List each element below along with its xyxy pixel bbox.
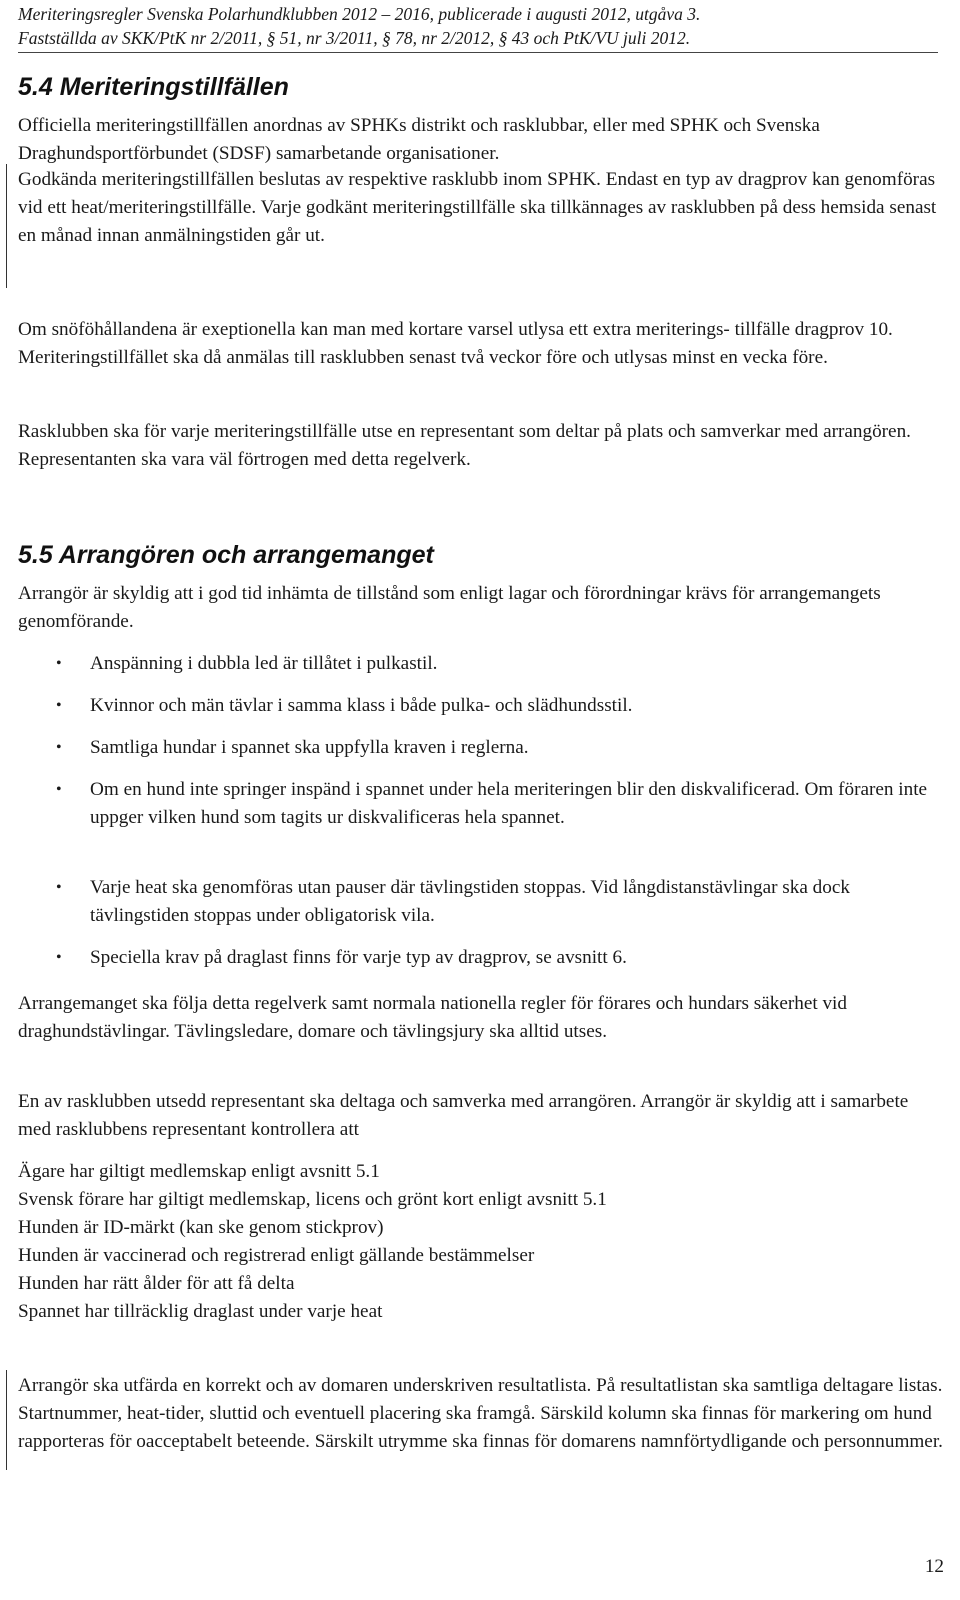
s54-paragraph-4: Rasklubben ska för varje meriteringstillfälle utse en representant som deltar på plats och samverkar med arrangören. Representanten ska vara väl förtrogen med detta regelverk. bbox=[18, 421, 911, 470]
check-item: Hunden har rätt ålder för att få delta bbox=[18, 1273, 295, 1294]
header-line-2: Fastställda av SKK/PtK nr 2/2011, § 51, nr 3/2011, § 78, nr 2/2012, § 43 och PtK/VU juli 2012. bbox=[18, 28, 691, 48]
check-list bbox=[18, 1158, 944, 1326]
page-number: 12 bbox=[924, 1556, 944, 1577]
s54-paragraph-2: Godkända meriteringstillfällen beslutas av respektive rasklubb inom SPHK. Endast en typ av dragprov kan genomföras vid ett heat/meriteringstillfälle. Varje godkänt meriteringstillfälle ska tillkännages av rasklubben på dess hemsida senast en månad innan anmälningstiden går ut. bbox=[18, 169, 937, 246]
s54-paragraph-1: Officiella meriteringstillfällen anordnas av SPHKs distrikt och rasklubbar, eller med SPHK och Svenska Draghundsportförbundet (SDSF) samarbetande organisationer. bbox=[18, 115, 820, 164]
check-item: Svensk förare har giltigt medlemskap, licens och grönt kort enligt avsnitt 5.1 bbox=[18, 1189, 607, 1210]
check-item: Spannet har tillräcklig draglast under varje heat bbox=[18, 1301, 383, 1322]
bullet-dot-icon: • bbox=[56, 655, 62, 672]
s55-intro: Arrangör är skyldig att i god tid inhämta de tillstånd som enligt lagar och förordningar krävs för arrangemangets genomförande. bbox=[18, 583, 881, 632]
check-item: Hunden är vaccinerad och registrerad enligt gällande bestämmelser bbox=[18, 1245, 535, 1266]
s54-paragraph-3: Om snöföhållandena är exeptionella kan man med kortare varsel utlysa ett extra meriterings- tillfälle dragprov 10. Meriteringstillfället ska då anmälas till rasklubben senast två veckor före och utlysas minst en vecka före. bbox=[18, 319, 893, 368]
running-header bbox=[18, 2, 700, 50]
change-bar bbox=[6, 1370, 7, 1470]
s55-paragraph-2: En av rasklubben utsedd representant ska deltaga och samverka med arrangören. Arrangör är skyldig att i samarbete med rasklubbens representant kontrollera att bbox=[18, 1091, 909, 1140]
bullet-item: • Speciella krav på draglast finns för varje typ av dragprov, se avsnitt 6. bbox=[56, 944, 936, 972]
section-5-5-heading: 5.5 Arrangören och arrangemanget bbox=[18, 541, 434, 569]
bullet-item: • Kvinnor och män tävlar i samma klass i både pulka- och slädhundsstil. bbox=[56, 692, 936, 720]
s55-paragraph-3: Arrangör ska utfärda en korrekt och av domaren underskriven resultatlista. På resultatlistan ska samtliga deltagare listas. Startnummer, heat-tider, sluttid och eventuell placering ska framgå. Särskild kolumn ska finnas för markering om hund rapporteras för oacceptabelt beteende. Särskilt utrymme ska finnas för domarens namnförtydligande och personnummer. bbox=[18, 1375, 943, 1452]
bullet-dot-icon: • bbox=[56, 697, 62, 714]
header-rule bbox=[18, 52, 938, 53]
check-item: Ägare har giltigt medlemskap enligt avsnitt 5.1 bbox=[18, 1161, 380, 1182]
check-item: Hunden är ID-märkt (kan ske genom stickprov) bbox=[18, 1217, 384, 1238]
change-bar bbox=[6, 164, 7, 288]
s55-paragraph-1: Arrangemanget ska följa detta regelverk samt normala nationella regler för förares och hundars säkerhet vid draghundstävlingar. Tävlingsledare, domare och tävlingsjury ska alltid utses. bbox=[18, 993, 847, 1042]
bullet-dot-icon: • bbox=[56, 949, 62, 966]
bullet-dot-icon: • bbox=[56, 781, 62, 798]
bullet-item: • Samtliga hundar i spannet ska uppfylla kraven i reglerna. bbox=[56, 734, 936, 762]
bullet-dot-icon: • bbox=[56, 879, 62, 896]
header-line-1: Meriteringsregler Svenska Polarhundklubben 2012 – 2016, publicerade i augusti 2012, utgåva 3. bbox=[18, 4, 701, 24]
bullet-item: • Varje heat ska genomföras utan pauser där tävlingstiden stoppas. Vid långdistanstävlingar ska dock tävlingstiden stoppas under obligatorisk vila. bbox=[56, 874, 936, 930]
section-5-4-heading: 5.4 Meriteringstillfällen bbox=[18, 73, 289, 101]
bullet-item: • Om en hund inte springer inspänd i spannet under hela meriteringen blir den diskvalificerad. Om föraren inte uppger vilken hund som tagits ur diskvalificeras hela spannet. bbox=[56, 776, 936, 832]
bullet-dot-icon: • bbox=[56, 739, 62, 756]
bullet-item: • Anspänning i dubbla led är tillåtet i pulkastil. bbox=[56, 650, 936, 678]
